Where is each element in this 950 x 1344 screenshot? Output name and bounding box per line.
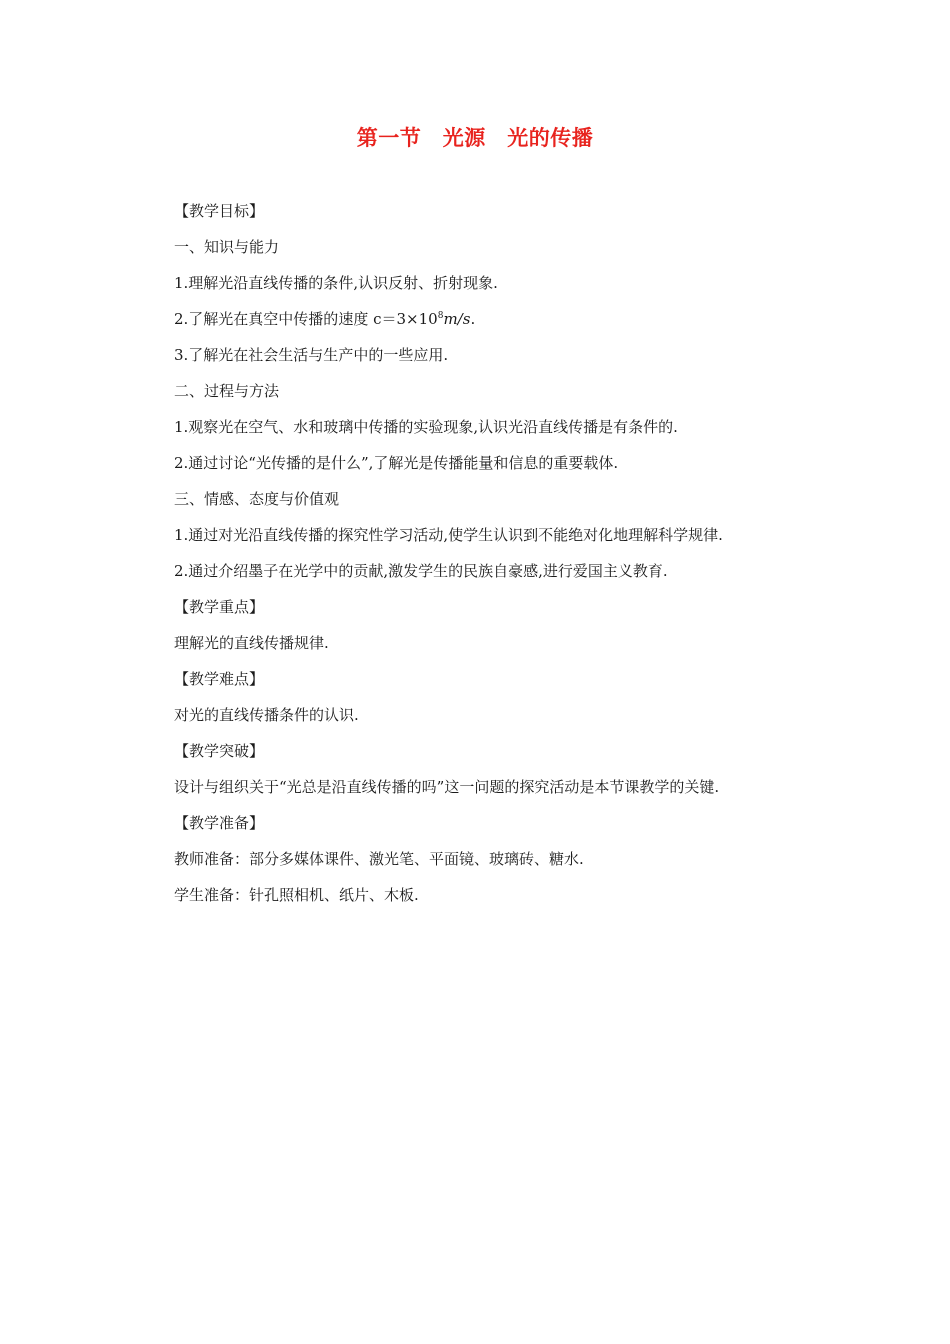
process-item-2: 2.通过讨论“光传播的是什么”,了解光是传播能量和信息的重要载体. <box>174 454 619 472</box>
preparation-heading: 【教学准备】 <box>174 814 265 832</box>
section-process-heading: 二、过程与方法 <box>174 382 280 400</box>
teacher-preparation: 教师准备：部分多媒体课件、激光笔、平面镜、玻璃砖、糖水. <box>174 850 584 868</box>
key-point-text: 理解光的直线传播规律. <box>174 634 329 652</box>
knowledge-item-2-text: 2.了解光在真空中传播的速度 <box>174 310 369 328</box>
page-title: 第一节 光源 光的传播 <box>356 125 594 150</box>
knowledge-item-3: 3.了解光在社会生活与生产中的一些应用. <box>174 346 449 364</box>
speed-formula-suffix: . <box>470 310 476 328</box>
emotion-item-2: 2.通过介绍墨子在光学中的贡献,激发学生的民族自豪感,进行爱国主义教育. <box>174 562 668 580</box>
section-knowledge-heading: 一、知识与能力 <box>174 238 280 256</box>
process-item-1: 1.观察光在空气、水和玻璃中传播的实验现象,认识光沿直线传播是有条件的. <box>174 418 678 436</box>
speed-formula-unit: m/s <box>443 310 471 328</box>
key-point-heading: 【教学重点】 <box>174 598 265 616</box>
document-body <box>174 199 874 919</box>
speed-formula-prefix: c＝3×10 <box>373 310 438 328</box>
difficulty-text: 对光的直线传播条件的认识. <box>174 706 359 724</box>
knowledge-item-1: 1.理解光沿直线传播的条件,认识反射、折射现象. <box>174 274 498 292</box>
objectives-heading: 【教学目标】 <box>174 202 265 220</box>
breakthrough-text: 设计与组织关于“光总是沿直线传播的吗”这一问题的探究活动是本节课教学的关键. <box>174 778 720 796</box>
emotion-item-1: 1.通过对光沿直线传播的探究性学习活动,使学生认识到不能绝对化地理解科学规律. <box>174 526 723 544</box>
difficulty-heading: 【教学难点】 <box>174 670 265 688</box>
student-preparation: 学生准备：针孔照相机、纸片、木板. <box>174 886 419 904</box>
breakthrough-heading: 【教学突破】 <box>174 742 265 760</box>
speed-formula-exponent: 8 <box>437 311 444 321</box>
section-emotion-heading: 三、情感、态度与价值观 <box>174 490 340 508</box>
knowledge-item-2 <box>174 307 874 343</box>
